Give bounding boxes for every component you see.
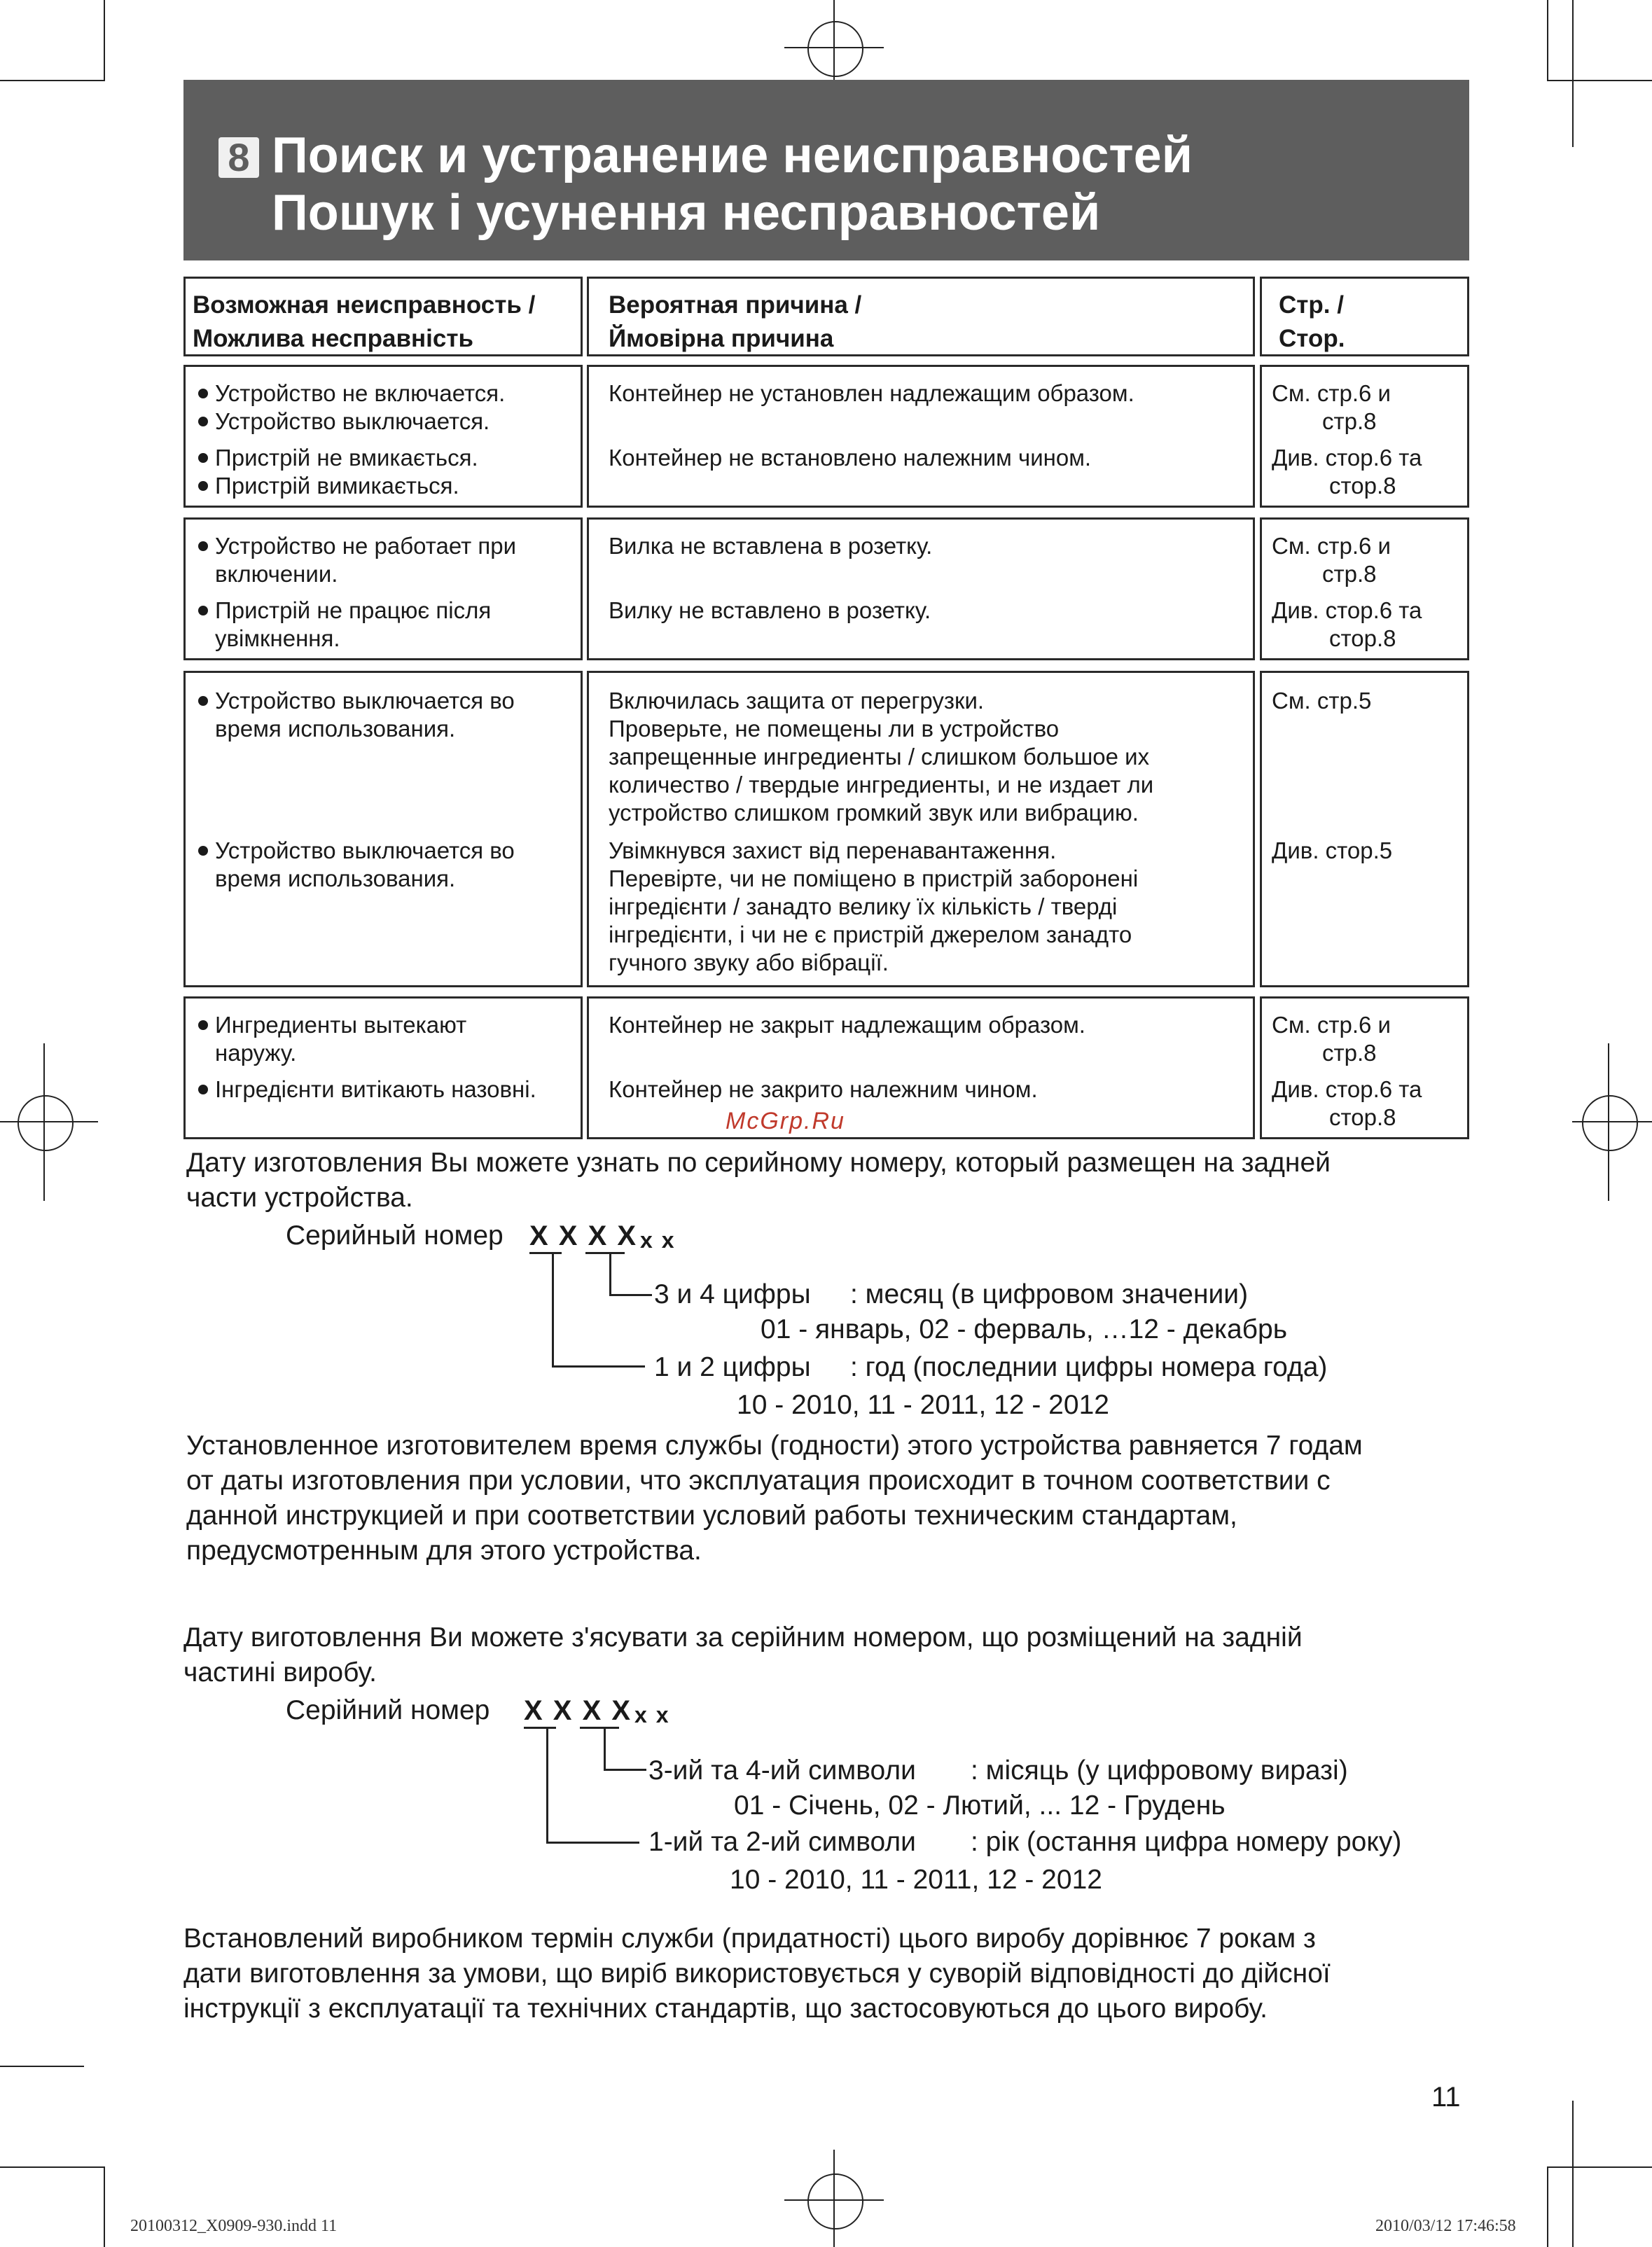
table-cell-page: См. стр.5 Див. стор.5 [1260, 671, 1469, 987]
table-cell-page: См. стр.6 и стр.8 Див. стор.6 та стор.8 [1260, 517, 1469, 660]
table-row: Ингредиенты вытекают наружу. Інгредієнти витікають назовні. [183, 996, 583, 1139]
table-cell-cause: Контейнер не установлен надлежащим образом. Контейнер не встановлено належним чином. [587, 365, 1255, 508]
watermark: McGrp.Ru [726, 1108, 845, 1134]
table-cell-cause: Контейнер не закрыт надлежащим образом. Контейнер не закрито належним чином. [587, 996, 1255, 1139]
table-row: Устройство не включается. Устройство выключается. Пристрій не вмикається. Пристрій вимикається. [183, 365, 583, 508]
table-row: Устройство выключается во время использования. Устройство выключается во время использования. [183, 671, 583, 987]
title-ru: Поиск и устранение неисправностей [272, 127, 1193, 183]
table-header-problem: Возможная неисправность / Можлива несправність [183, 277, 583, 356]
footer-timestamp: 2010/03/12 17:46:58 [1375, 2217, 1516, 2235]
table-cell-cause: Включилась защита от перегрузки. Проверьте, не помещены ли в устройство запрещенные ингредиенты / слишком большое их количество / твердые ингредиенты, и не издает ли устройство слишком громкий звук или вибрацию. Увімкнувся захист від перенавантаження. Перевірте, чи не поміщено в пристрій заборонені інгредієнти / занадто велику їх кількість / тверді інгредієнти, і чи не є пристрій джерелом занадто гучного звуку або вібрації. [587, 671, 1255, 987]
table-row: Устройство не работает при включении. Пристрій не працює після увімкнення. [183, 517, 583, 660]
table-header-page: Стр. / Стор. [1260, 277, 1469, 356]
serial-pattern: X X X X [524, 1695, 632, 1726]
page-number: 11 [1431, 2082, 1461, 2113]
table-cell-cause: Вилка не вставлена в розетку. Вилку не вставлено в розетку. [587, 517, 1255, 660]
section-number-badge: 8 [218, 137, 259, 178]
title-uk: Пошук і усунення несправностей [272, 185, 1101, 241]
table-header-cause: Вероятная причина / Ймовірна причина [587, 277, 1255, 356]
serial-pattern: X X X X [529, 1220, 638, 1251]
table-cell-page: См. стр.6 и стр.8 Див. стор.6 та стор.8 [1260, 996, 1469, 1139]
footer-file: 20100312_X0909-930.indd 11 [130, 2217, 338, 2235]
section-header [183, 80, 1469, 260]
table-cell-page: См. стр.6 и стр.8 Див. стор.6 та стор.8 [1260, 365, 1469, 508]
